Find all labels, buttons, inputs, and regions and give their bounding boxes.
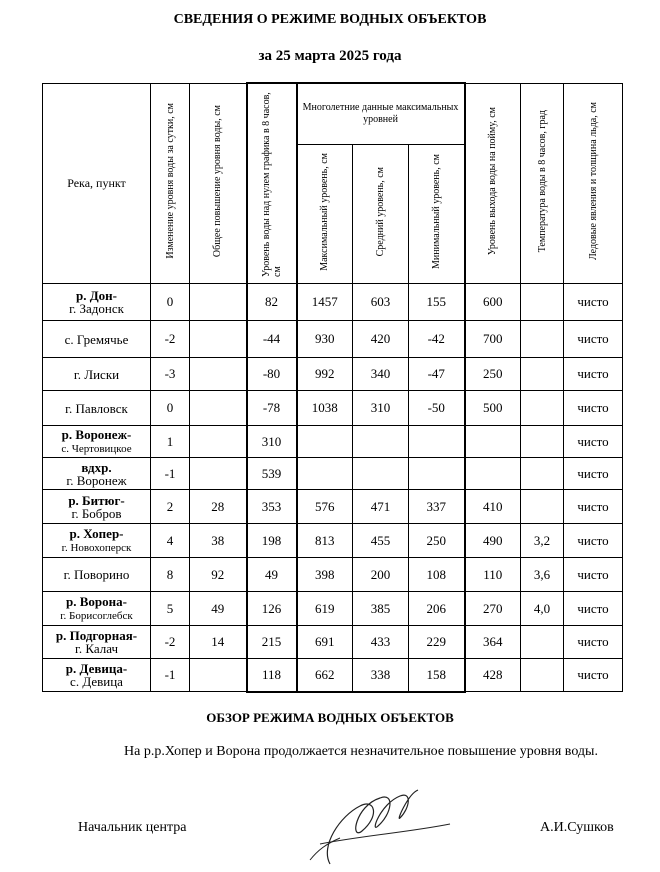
cell-river-point: [43, 490, 151, 524]
cell-flood: 110: [465, 558, 521, 592]
cell-total: 49: [190, 592, 247, 626]
cell-river-point: [43, 558, 151, 592]
header-total-rise: Общее повышение уровня воды, см: [190, 83, 247, 284]
cell-river-point: [43, 626, 151, 659]
cell-level: 49: [247, 558, 297, 592]
cell-change: -1: [151, 659, 190, 692]
cell-avg: 200: [353, 558, 409, 592]
cell-river-point: [43, 524, 151, 558]
header-longterm-group: Многолетние данные максимальных уровней: [297, 83, 465, 145]
cell-flood: 410: [465, 490, 521, 524]
cell-temp: [521, 626, 564, 659]
point-name: г. Поворино: [63, 567, 130, 582]
cell-change: 4: [151, 524, 190, 558]
table-row: [43, 626, 623, 659]
header-level: Уровень воды над нулем графика в 8 часов, см: [247, 83, 297, 284]
cell-temp: [521, 490, 564, 524]
cell-ice: чисто: [564, 426, 623, 458]
cell-avg: 310: [353, 391, 409, 426]
cell-river-point: [43, 592, 151, 626]
river-name: р. Хопер-: [69, 525, 124, 541]
cell-ice: чисто: [564, 391, 623, 426]
header-avg-level: Средний уровень, см: [353, 145, 409, 284]
river-name: р. Дон-: [76, 288, 117, 303]
cell-max: 662: [297, 659, 353, 692]
cell-avg: [353, 426, 409, 458]
table-row: [43, 358, 623, 391]
cell-min: -42: [409, 321, 465, 358]
cell-change: 1: [151, 426, 190, 458]
cell-change: 2: [151, 490, 190, 524]
cell-ice: чисто: [564, 284, 623, 321]
cell-flood: 490: [465, 524, 521, 558]
river-name: вдхр.: [81, 459, 112, 475]
header-temperature: Температура воды в 8 часов, град: [521, 83, 564, 284]
cell-max: [297, 426, 353, 458]
cell-max: 930: [297, 321, 353, 358]
cell-flood: 270: [465, 592, 521, 626]
cell-change: -2: [151, 626, 190, 659]
cell-flood: 250: [465, 358, 521, 391]
cell-min: 155: [409, 284, 465, 321]
cell-max: [297, 458, 353, 490]
cell-ice: чисто: [564, 659, 623, 692]
cell-flood: 500: [465, 391, 521, 426]
overview-title: ОБЗОР РЕЖИМА ВОДНЫХ ОБЪЕКТОВ: [206, 710, 454, 725]
cell-max: 398: [297, 558, 353, 592]
cell-min: [409, 426, 465, 458]
point-name: с. Гремячье: [64, 331, 129, 347]
cell-river-point: [43, 321, 151, 358]
table-row: [43, 321, 623, 358]
header-max-level: Максимальный уровень, см: [297, 145, 353, 284]
cell-min: [409, 458, 465, 490]
cell-level: -44: [247, 321, 297, 358]
cell-ice: чисто: [564, 626, 623, 659]
table-row: [43, 490, 623, 524]
cell-temp: [521, 358, 564, 391]
table-row: [43, 558, 623, 592]
table-row: [43, 458, 623, 490]
cell-total: [190, 284, 247, 321]
cell-flood: 600: [465, 284, 521, 321]
header-min-level: Минимальный уровень, см: [409, 145, 465, 284]
point-name: г. Бобров: [71, 505, 122, 521]
cell-level: 82: [247, 284, 297, 321]
cell-temp: [521, 391, 564, 426]
cell-change: 8: [151, 558, 190, 592]
cell-min: -50: [409, 391, 465, 426]
cell-ice: чисто: [564, 558, 623, 592]
cell-min: 158: [409, 659, 465, 692]
cell-river-point: [43, 284, 151, 321]
document-title: СВЕДЕНИЯ О РЕЖИМЕ ВОДНЫХ ОБЪЕКТОВ: [173, 12, 487, 27]
cell-level: 539: [247, 458, 297, 490]
cell-change: -2: [151, 321, 190, 358]
cell-total: 92: [190, 558, 247, 592]
cell-ice: чисто: [564, 458, 623, 490]
cell-change: 0: [151, 284, 190, 321]
cell-level: -80: [247, 358, 297, 391]
cell-ice: чисто: [564, 524, 623, 558]
cell-max: 1457: [297, 284, 353, 321]
cell-min: -47: [409, 358, 465, 391]
point-name: г. Борисоглебск: [60, 609, 133, 622]
water-regime-table: [42, 82, 623, 693]
cell-ice: чисто: [564, 321, 623, 358]
cell-temp: [521, 426, 564, 458]
river-name: р. Подгорная-: [55, 628, 138, 643]
cell-avg: 455: [353, 524, 409, 558]
cell-temp: [521, 284, 564, 321]
signature: [300, 786, 460, 866]
cell-min: 108: [409, 558, 465, 592]
cell-flood: [465, 458, 521, 490]
cell-flood: [465, 426, 521, 458]
river-name: р. Ворона-: [66, 593, 127, 609]
point-name: г. Калач: [74, 641, 119, 656]
table-row: [43, 426, 623, 458]
cell-min: 250: [409, 524, 465, 558]
cell-avg: 471: [353, 490, 409, 524]
cell-river-point: [43, 458, 151, 490]
overview-text: На р.р.Хопер и Ворона продолжается незначительное повышение уровня воды.: [124, 744, 598, 759]
cell-level: -78: [247, 391, 297, 426]
cell-avg: 338: [353, 659, 409, 692]
cell-max: 619: [297, 592, 353, 626]
cell-total: 28: [190, 490, 247, 524]
cell-total: [190, 321, 247, 358]
river-name: р. Битюг-: [68, 492, 125, 508]
cell-flood: 700: [465, 321, 521, 358]
river-name: р. Воронеж-: [61, 426, 132, 442]
point-name: г. Новохоперск: [61, 541, 132, 554]
cell-total: [190, 358, 247, 391]
point-name: г. Павловск: [65, 400, 128, 416]
point-name: с. Девица: [70, 674, 123, 689]
cell-max: 992: [297, 358, 353, 391]
table-row: [43, 659, 623, 692]
cell-level: 126: [247, 592, 297, 626]
table-row: [43, 524, 623, 558]
cell-avg: 340: [353, 358, 409, 391]
cell-max: 576: [297, 490, 353, 524]
cell-river-point: [43, 426, 151, 458]
cell-total: 14: [190, 626, 247, 659]
cell-temp: [521, 659, 564, 692]
table-row: [43, 284, 623, 321]
cell-max: 691: [297, 626, 353, 659]
report-date: за 25 марта 2025 года: [258, 48, 402, 64]
cell-temp: 3,2: [521, 524, 564, 558]
point-name: г. Лиски: [73, 366, 120, 382]
cell-ice: чисто: [564, 358, 623, 391]
cell-avg: [353, 458, 409, 490]
cell-avg: 433: [353, 626, 409, 659]
cell-total: 38: [190, 524, 247, 558]
point-name: г. Воронеж: [66, 472, 127, 488]
cell-flood: 428: [465, 659, 521, 692]
cell-min: 206: [409, 592, 465, 626]
chief-position: Начальник центра: [78, 820, 187, 835]
table-row: [43, 592, 623, 626]
cell-ice: чисто: [564, 490, 623, 524]
header-floodplain: Уровень выхода воды на пойму, см: [465, 83, 521, 284]
cell-total: [190, 426, 247, 458]
cell-level: 310: [247, 426, 297, 458]
cell-avg: 420: [353, 321, 409, 358]
cell-ice: чисто: [564, 592, 623, 626]
cell-change: -1: [151, 458, 190, 490]
cell-flood: 364: [465, 626, 521, 659]
cell-max: 813: [297, 524, 353, 558]
point-name: с. Чертовицкое: [61, 442, 132, 455]
header-ice: Ледовые явления и толщина льда, см: [564, 83, 623, 284]
cell-river-point: [43, 659, 151, 692]
cell-temp: [521, 321, 564, 358]
cell-temp: 3,6: [521, 558, 564, 592]
cell-max: 1038: [297, 391, 353, 426]
cell-river-point: [43, 358, 151, 391]
cell-change: -3: [151, 358, 190, 391]
cell-river-point: [43, 391, 151, 426]
cell-temp: [521, 458, 564, 490]
cell-avg: 385: [353, 592, 409, 626]
river-name: р. Девица-: [65, 661, 128, 676]
header-river: Река, пункт: [43, 83, 151, 284]
cell-min: 337: [409, 490, 465, 524]
cell-temp: 4,0: [521, 592, 564, 626]
cell-level: 215: [247, 626, 297, 659]
cell-total: [190, 458, 247, 490]
cell-min: 229: [409, 626, 465, 659]
cell-change: 0: [151, 391, 190, 426]
table-row: [43, 391, 623, 426]
point-name: г. Задонск: [69, 301, 124, 316]
header-change: Изменение уровня воды за сутки, см: [151, 83, 190, 284]
cell-level: 353: [247, 490, 297, 524]
cell-total: [190, 659, 247, 692]
chief-name: А.И.Сушков: [540, 820, 614, 835]
cell-total: [190, 391, 247, 426]
cell-level: 198: [247, 524, 297, 558]
cell-level: 118: [247, 659, 297, 692]
cell-avg: 603: [353, 284, 409, 321]
cell-change: 5: [151, 592, 190, 626]
